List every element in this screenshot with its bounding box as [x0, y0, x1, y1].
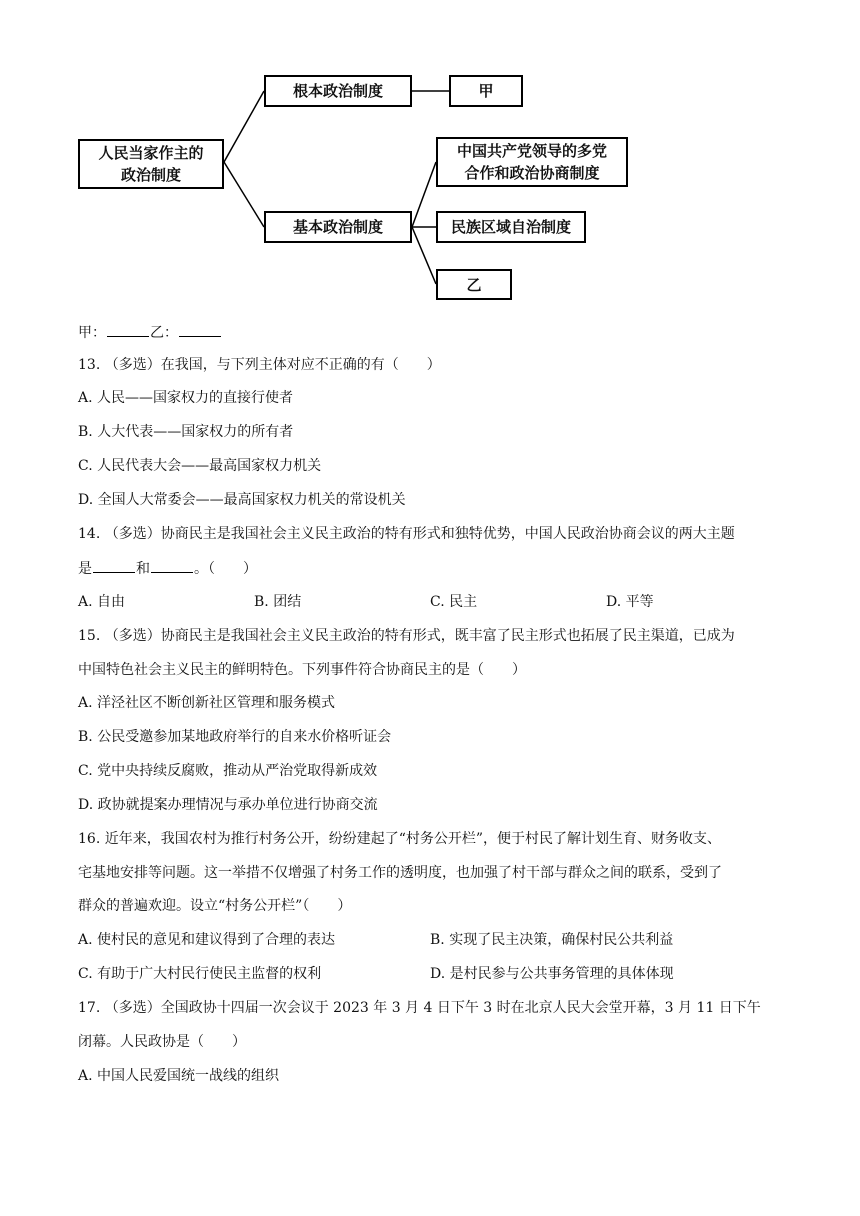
q14-stem-part-b: 和 [136, 561, 150, 577]
q17-option-a[interactable]: A. 中国人民爱国统一战线的组织 [78, 1068, 280, 1084]
q15-option-d[interactable]: D. 政协就提案办理情况与承办单位进行协商交流 [78, 797, 378, 813]
jia-box: 甲 [449, 75, 523, 107]
cpc-cooperation-box: 中国共产党领导的多党 合作和政治协商制度 [436, 137, 628, 187]
diagram-root-box: 人民当家作主的 政治制度 [78, 139, 224, 189]
fundamental-system-box: 根本政治制度 [264, 75, 412, 107]
q13-option-b[interactable]: B. 人大代表——国家权力的所有者 [78, 424, 294, 440]
q15-option-a[interactable]: A. 洋泾社区不断创新社区管理和服务模式 [78, 695, 336, 711]
q14-option-c[interactable]: C. 民主 [430, 594, 478, 610]
ethnic-autonomy-box: 民族区域自治制度 [436, 211, 586, 243]
q15-option-c[interactable]: C. 党中央持续反腐败，推动从严治党取得新成效 [78, 763, 378, 779]
q16-option-a[interactable]: A. 使村民的意见和建议得到了合理的表达 [78, 932, 336, 948]
q13-option-d[interactable]: D. 全国人大常委会——最高国家权力机关的常设机关 [78, 492, 406, 508]
q16-option-c[interactable]: C. 有助于广大村民行使民主监督的权利 [78, 966, 322, 982]
yi-label: 乙： [150, 325, 178, 341]
q14-option-a[interactable]: A. 自由 [78, 594, 126, 610]
q15-option-b[interactable]: B. 公民受邀参加某地政府举行的自来水价格听证会 [78, 729, 392, 745]
q15-stem-line2: 中国特色社会主义民主的鲜明特色。下列事件符合协商民主的是（ ） [78, 662, 526, 678]
basic-system-box: 基本政治制度 [264, 211, 412, 243]
q14-stem-line2 [78, 558, 257, 579]
q14-stem-part-c: 。（ ） [194, 561, 257, 577]
q13-option-a[interactable]: A. 人民——国家权力的直接行使者 [78, 390, 294, 406]
q14-blank-2[interactable] [151, 558, 193, 573]
q14-blank-1[interactable] [93, 558, 135, 573]
q14-stem-part-a: 是 [78, 561, 92, 577]
q17-stem-line1: 17. （多选）全国政协十四届一次会议于 2023 年 3 月 4 日下午 3 时在北京人民大会堂开幕，3 月 11 日下午 [78, 1000, 761, 1016]
q16-stem-line3: 群众的普遍欢迎。设立“村务公开栏”（ ） [78, 898, 352, 914]
q16-stem-line2: 宅基地安排等问题。这一举措不仅增强了村务工作的透明度，也加强了村干部与群众之间的联系，受到了 [78, 865, 722, 881]
q14-option-d[interactable]: D. 平等 [606, 594, 654, 610]
q13-stem: 13. （多选）在我国，与下列主体对应不正确的有（ ） [78, 357, 441, 373]
jia-label: 甲： [78, 325, 106, 341]
q15-stem-line1: 15. （多选）协商民主是我国社会主义民主政治的特有形式，既丰富了民主形式也拓展了民主渠道，已成为 [78, 628, 735, 644]
jia-blank[interactable] [107, 322, 149, 337]
q16-option-d[interactable]: D. 是村民参与公共事务管理的具体体现 [430, 966, 674, 982]
answer-line [78, 322, 222, 343]
yi-box: 乙 [436, 269, 512, 300]
q16-option-b[interactable]: B. 实现了民主决策，确保村民公共利益 [430, 932, 674, 948]
q14-stem-line1: 14. （多选）协商民主是我国社会主义民主政治的特有形式和独特优势，中国人民政治协商会议的两大主题 [78, 526, 735, 542]
q14-option-b[interactable]: B. 团结 [254, 594, 302, 610]
q16-stem-line1: 16. 近年来，我国农村为推行村务公开，纷纷建起了“村务公开栏”，便于村民了解计划生育、财务收支、 [78, 831, 722, 847]
yi-blank[interactable] [179, 322, 221, 337]
q17-stem-line2: 闭幕。人民政协是（ ） [78, 1034, 246, 1050]
q13-option-c[interactable]: C. 人民代表大会——最高国家权力机关 [78, 458, 322, 474]
